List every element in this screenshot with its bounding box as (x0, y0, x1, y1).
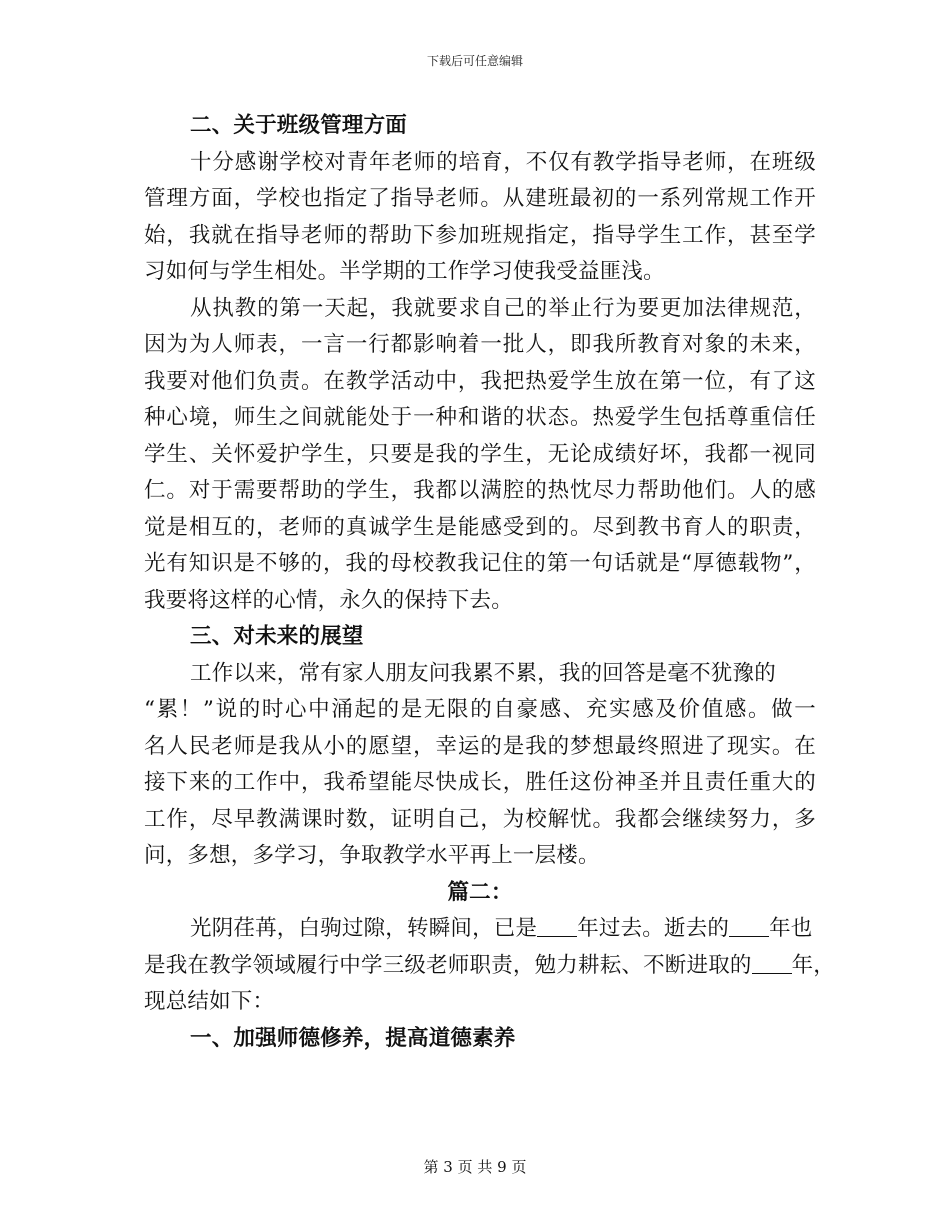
paragraph-line: 种心境，师生之间就能处于一种和谐的状态。热爱学生包括尊重信任 (144, 405, 816, 430)
text-segment: 年， (791, 952, 836, 978)
section-heading-ethics: 一、加强师德修养，提高道德素养 (190, 1025, 516, 1051)
paragraph-line: 名人民老师是我从小的愿望，幸运的是我的梦想最终照进了现实。在 (144, 733, 816, 759)
paragraph-line: 工作，尽早教满课时数，证明自己，为校解忧。我都会继续努力，多 (144, 806, 816, 832)
paragraph-line: 接下来的工作中，我希望能尽快成长，胜任这份神圣并且责任重大的 (144, 770, 816, 795)
paragraph-line: 管理方面，学校也指定了指导老师。从建班最初的一系列常规工作开 (144, 186, 816, 211)
paragraph-line: 我要对他们负责。在教学活动中，我把热爱学生放在第一位，有了这 (144, 368, 816, 394)
section-heading-class-management: 二、关于班级管理方面 (190, 113, 408, 138)
fill-in-blank (752, 951, 792, 974)
paragraph-line: 问，多想，多学习，争取教学水平再上一层楼。 (144, 843, 600, 868)
paragraph-line: 觉是相互的，老师的真诚学生是能感受到的。尽到教书育人的职责， (144, 514, 816, 540)
paragraph-line: 从执教的第一天起，我就要求自己的举止行为要更加法律规范， (190, 295, 816, 321)
paragraph-line: 学生、关怀爱护学生，只要是我的学生，无论成绩好坏，我都一视同 (144, 441, 816, 467)
paragraph-line: 十分感谢学校对青年老师的培育，不仅有教学指导老师，在班级 (190, 149, 816, 175)
paragraph-part-two-intro (144, 911, 836, 1021)
document-body (144, 108, 836, 1057)
paragraph-class-management (144, 145, 816, 291)
text-segment: 年过去。逝去的 (577, 916, 730, 941)
fill-in-blank (729, 914, 769, 937)
paragraph-line: 工作以来，常有家人朋友问我累不累，我的回答是毫不犹豫的 (190, 660, 776, 686)
section-heading-future-outlook: 三、对未来的展望 (190, 624, 364, 649)
paragraph-line: “累！”说的时心中涌起的是无限的自豪感、充实感及价值感。做一 (144, 697, 816, 722)
paragraph-line: 始，我就在指导老师的帮助下参加班规指定，指导学生工作，甚至学 (144, 222, 816, 248)
paragraph-line: 习如何与学生相处。半学期的工作学习使我受益匪浅。 (144, 259, 665, 284)
text-segment: 光阴荏苒，白驹过隙，转瞬间，已是 (190, 916, 538, 941)
text-segment: 是我在教学领域履行中学三级老师职责，勉力耕耘、不断进取的 (144, 952, 752, 978)
text-segment: 年也 (769, 916, 813, 941)
paragraph-line: 我要将这样的心情，永久的保持下去。 (144, 587, 513, 613)
paragraph-line: 光有知识是不够的，我的母校教我记住的第一句话就是“厚德载物”， (144, 551, 816, 576)
fill-in-blank (537, 914, 577, 937)
paragraph-line (144, 948, 836, 985)
paragraph-future-outlook (144, 656, 816, 875)
part-two-title: 篇二： (447, 879, 513, 905)
page-header: 下载后可任意编辑 (426, 54, 523, 68)
page-footer: 第 3 页 共 9 页 (423, 1158, 527, 1176)
paragraph-line (144, 911, 816, 948)
paragraph-line: 现总结如下： (144, 989, 275, 1014)
paragraph-teaching-conduct (144, 291, 816, 620)
paragraph-line: 仁。对于需要帮助的学生，我都以满腔的热忱尽力帮助他们。人的感 (144, 478, 816, 503)
paragraph-line: 因为为人师表，一言一行都影响着一批人，即我所教育对象的未来， (144, 332, 816, 357)
